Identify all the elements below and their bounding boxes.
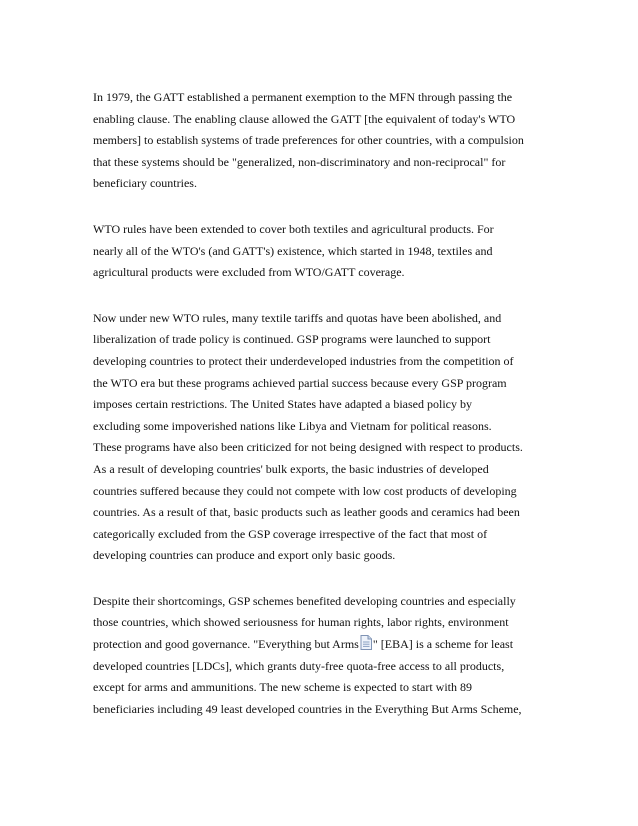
text-line: developing countries to protect their underdeveloped industries from the competition of xyxy=(93,353,514,368)
text-line: categorically excluded from the GSP coverage irrespective of the fact that most of xyxy=(93,526,488,541)
text-line: nearly all of the WTO's (and GATT's) existence, which started in 1948, textiles and xyxy=(93,243,493,258)
text-line: beneficiary countries. xyxy=(93,176,197,191)
text-line: In 1979, the GATT established a permanent exemption to the MFN through passing the xyxy=(93,90,513,104)
text-line-with-icon xyxy=(93,634,553,656)
text-line: those countries, which showed seriousness for human rights, labor rights, environment xyxy=(93,615,509,630)
paragraph-2 xyxy=(93,219,553,284)
text-segment: " [EBA] is a scheme for least xyxy=(372,637,514,652)
text-line: enabling clause. The enabling clause allowed the GATT [the equivalent of today's WTO xyxy=(93,111,516,126)
text-line: excluding some impoverished nations like Libya and Vietnam for political reasons. xyxy=(93,418,492,433)
paragraph-4 xyxy=(93,591,553,721)
text-line: beneficiaries including 49 least developed countries in the Everything But Arms Scheme, xyxy=(93,701,522,716)
text-segment: protection and good governance. "Everything but Arms xyxy=(93,637,359,652)
text-line: imposes certain restrictions. The United States have adapted a biased policy by xyxy=(93,397,473,412)
text-line: developed countries [LDCs], which grants duty-free quota-free access to all products, xyxy=(93,658,505,673)
document-attachment-icon[interactable] xyxy=(360,635,372,650)
text-line: These programs have also been criticized for not being designed with respect to products. xyxy=(93,440,523,455)
text-line: countries suffered because they could not compete with low cost products of developing xyxy=(93,483,517,498)
text-line: As a result of developing countries' bulk exports, the basic industries of developed xyxy=(93,461,489,476)
text-line: WTO rules have been extended to cover both textiles and agricultural products. For xyxy=(93,221,494,236)
text-line: Now under new WTO rules, many textile tariffs and quotas have been abolished, and xyxy=(93,310,502,325)
text-line: countries. As a result of that, basic products such as leather goods and ceramics had been xyxy=(93,505,520,520)
text-line: liberalization of trade policy is continued. GSP programs were launched to support xyxy=(93,332,491,347)
text-line: developing countries can produce and export only basic goods. xyxy=(93,548,396,563)
text-line: that these systems should be "generalized, non-discriminatory and non-reciprocal" for xyxy=(93,154,506,169)
document-page xyxy=(93,87,553,744)
paragraph-3 xyxy=(93,308,553,567)
text-line: agricultural products were excluded from WTO/GATT coverage. xyxy=(93,265,405,280)
text-line: members] to establish systems of trade preferences for other countries, with a compulsion xyxy=(93,133,524,148)
text-line: Despite their shortcomings, GSP schemes benefited developing countries and especially xyxy=(93,593,516,608)
text-line: except for arms and ammunitions. The new scheme is expected to start with 89 xyxy=(93,680,473,695)
paragraph-1 xyxy=(93,87,553,195)
text-line: the WTO era but these programs achieved partial success because every GSP program xyxy=(93,375,507,390)
